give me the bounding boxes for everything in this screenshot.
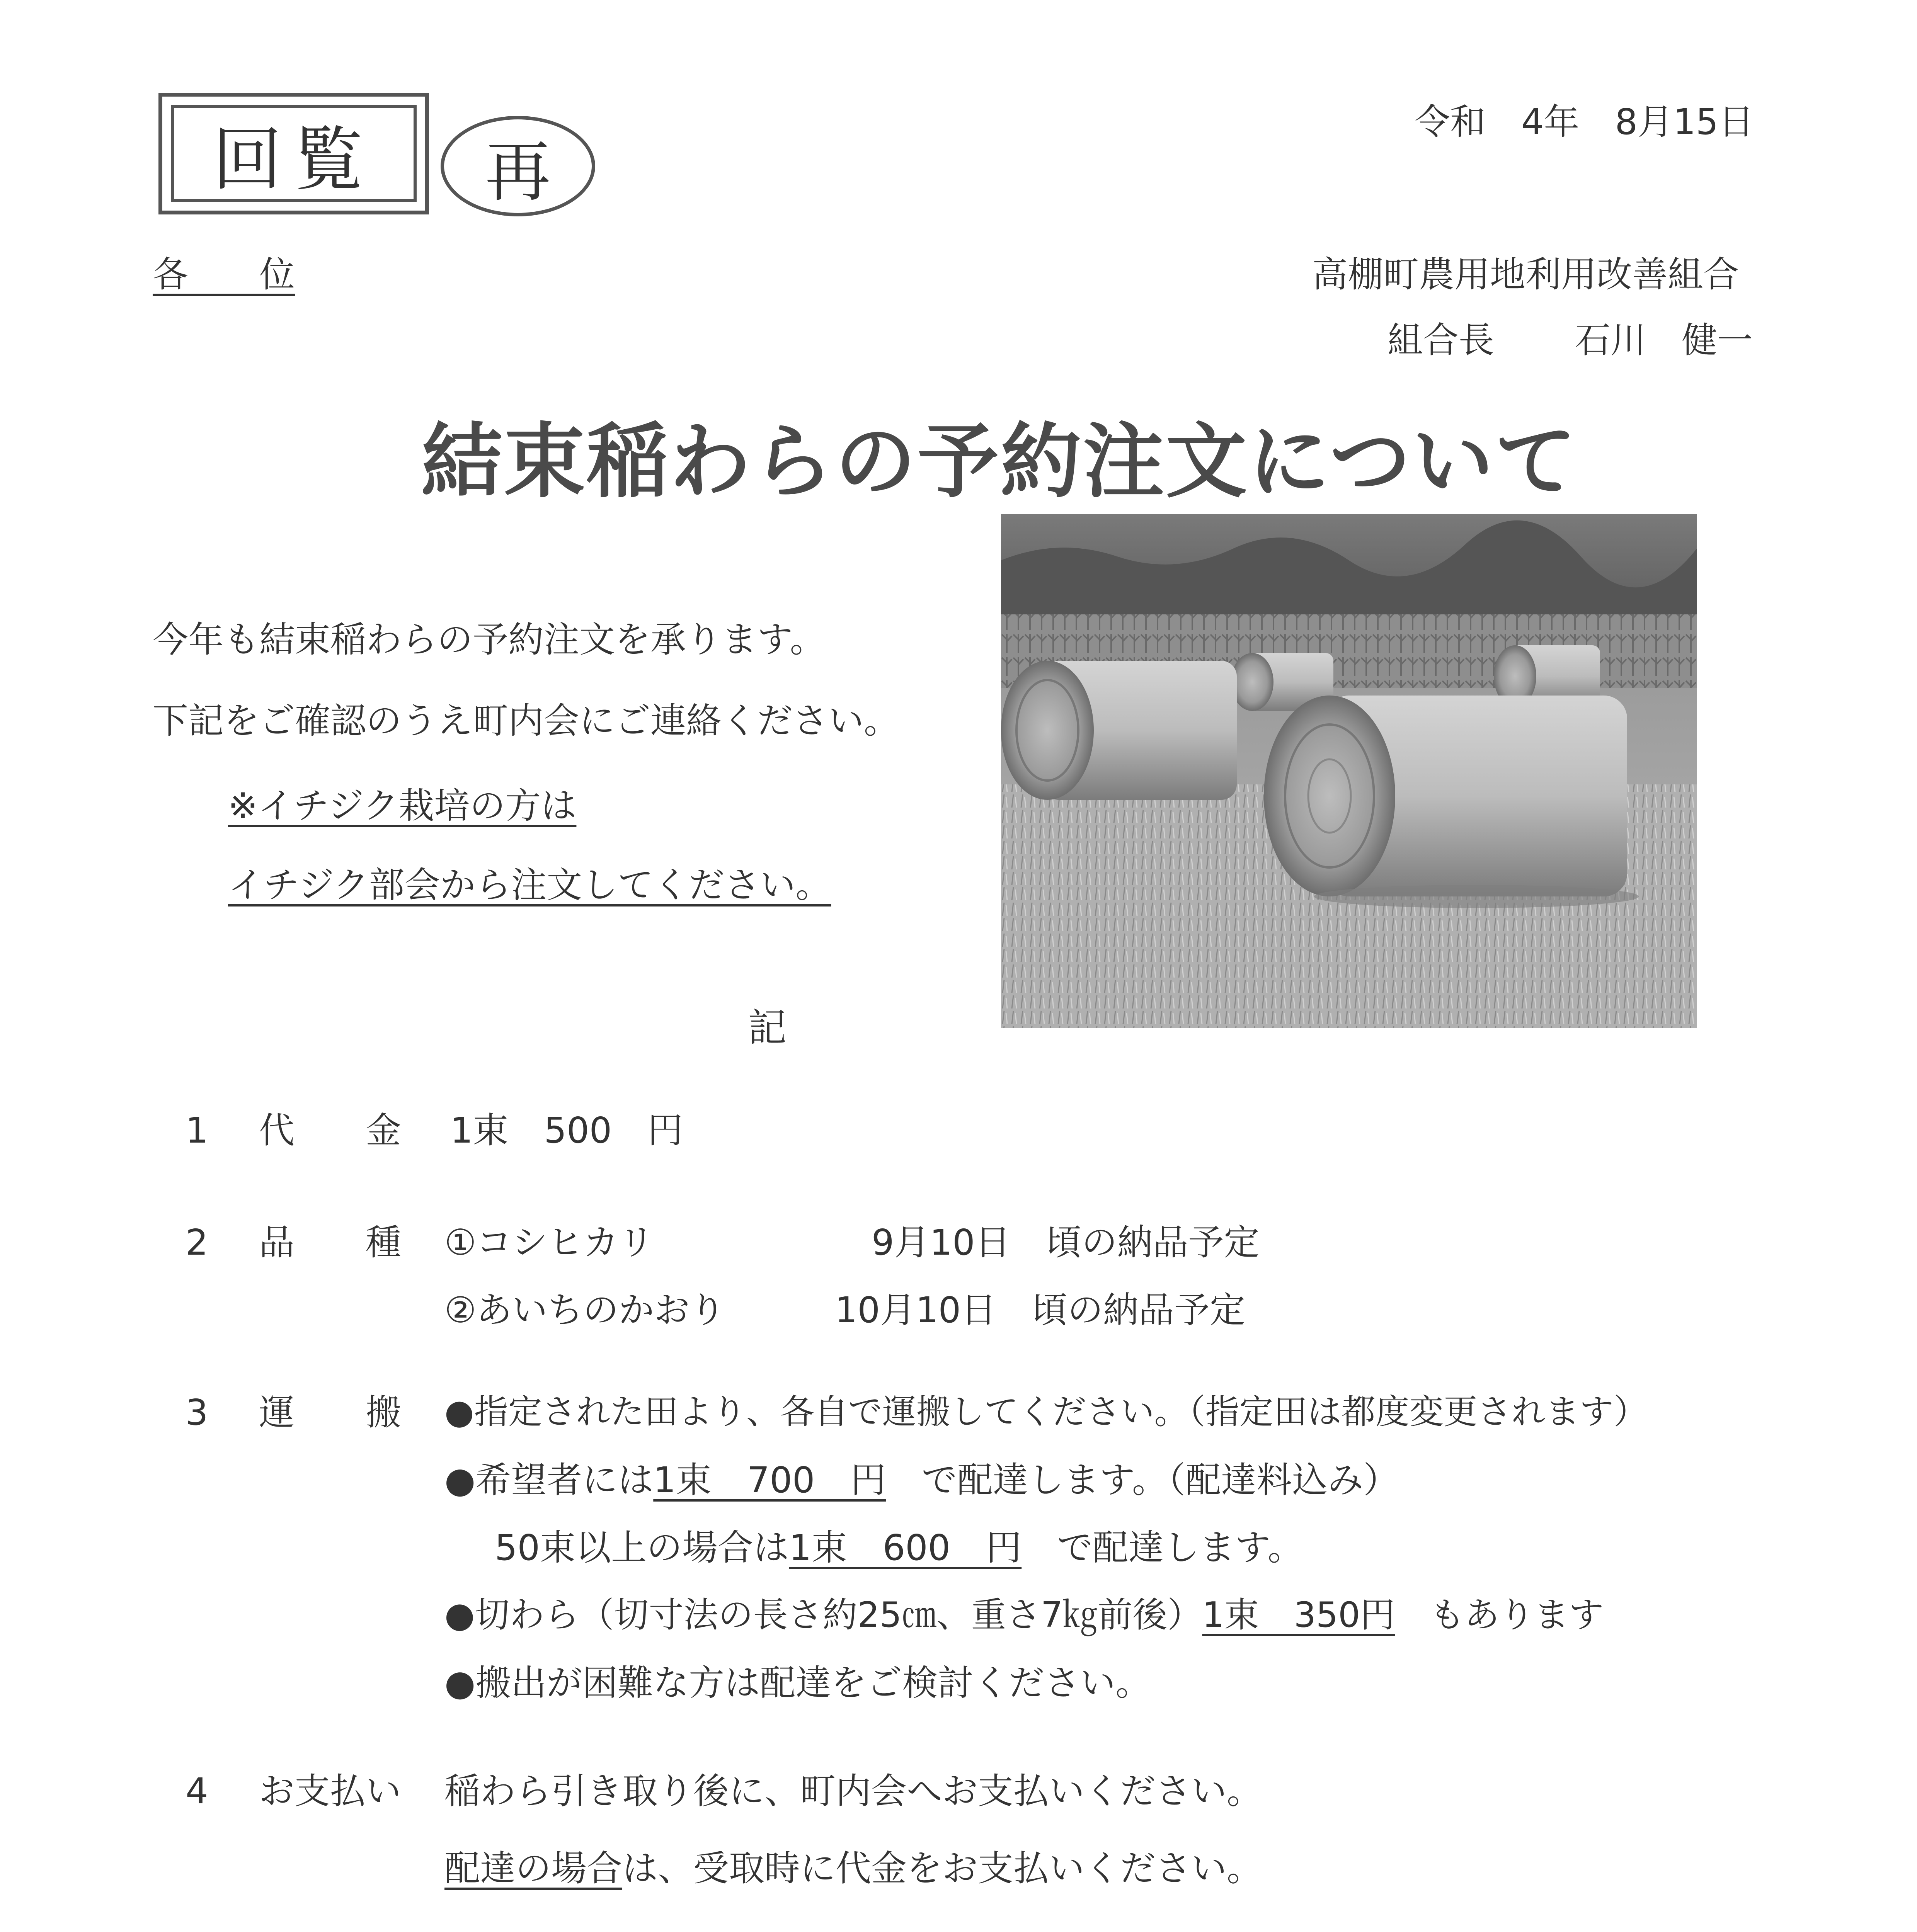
cut-straw-price: 1束 350円: [1202, 1595, 1395, 1635]
transport-line-1: ●指定された田より、各自で運搬してください。（指定田は都度変更されます）: [444, 1392, 1648, 1432]
leader-title: 組合長: [1388, 320, 1495, 361]
hay-bale-photo: [1001, 514, 1697, 1028]
item-1-number: 1: [186, 1110, 208, 1151]
page-title: 結束稲わらの予約注文について: [421, 414, 1578, 509]
kairan-stamp: [158, 93, 429, 214]
item-1-price: 1束 500 円: [450, 1110, 683, 1151]
issue-date: 令和 4年 8月15日: [1415, 101, 1754, 143]
recipient: 各 位: [153, 254, 295, 295]
item-2-number: 2: [186, 1222, 208, 1263]
transport-line-2-pre: ●希望者には: [444, 1459, 654, 1501]
transport-line-2: [444, 1459, 1399, 1501]
item-4-number: 4: [186, 1770, 208, 1812]
transport-line-2-post: で配達します。（配達料込み）: [921, 1459, 1399, 1501]
transport-line-3: [495, 1527, 1303, 1568]
transport-line-4: [444, 1595, 1604, 1635]
intro-line-1: 今年も結束稲わらの予約注文を承ります。: [153, 619, 826, 660]
payment-line-2: [444, 1848, 1263, 1889]
organization-name: 高棚町農用地利用改善組合: [1312, 254, 1739, 295]
variety-2-date: 10月10日 頃の納品予定: [835, 1289, 1246, 1331]
fig-note-1: ※イチジク栽培の方は: [228, 785, 577, 827]
item-4-label: お支払い: [259, 1770, 402, 1812]
leader-name: 石川 健一: [1575, 320, 1753, 361]
payment-line-2-post: は、受取時に代金をお支払いください。: [622, 1848, 1263, 1889]
transport-line-4-post: もあります: [1430, 1595, 1604, 1635]
payment-line-1: 稲わら引き取り後に、町内会へお支払いください。: [444, 1770, 1263, 1812]
transport-line-4-pre: ●切わら（切寸法の長さ約25㎝、重さ7㎏前後）: [444, 1595, 1202, 1635]
variety-2-name: ②あいちのかおり: [444, 1289, 725, 1331]
item-3-label: 運 搬: [259, 1392, 402, 1433]
hay-bale-illustration: [1001, 514, 1697, 1028]
variety-1-name: ①コシヒカリ: [444, 1222, 654, 1263]
transport-line-5: ●搬出が困難な方は配達をご検討ください。: [444, 1662, 1151, 1704]
intro-line-2: 下記をご確認のうえ町内会にご連絡ください。: [153, 700, 900, 742]
sai-stamp: 再: [441, 116, 595, 216]
ki-heading: 記: [748, 1005, 787, 1050]
item-3-number: 3: [186, 1392, 208, 1433]
transport-line-3-pre: 50束以上の場合は: [495, 1527, 789, 1568]
delivery-price: 1束 700 円: [653, 1459, 886, 1501]
delivery-case-label: 配達の場合: [444, 1848, 623, 1889]
transport-line-3-post: で配達します。: [1057, 1527, 1303, 1568]
bulk-delivery-price: 1束 600 円: [789, 1527, 1022, 1568]
kairan-label: 回覧: [171, 105, 417, 202]
fig-note-2: イチジク部会から注文してください。: [228, 864, 831, 906]
item-1-label: 代 金: [259, 1110, 402, 1151]
variety-1-date: 9月10日 頃の納品予定: [872, 1222, 1260, 1263]
item-2-label: 品 種: [259, 1222, 402, 1263]
